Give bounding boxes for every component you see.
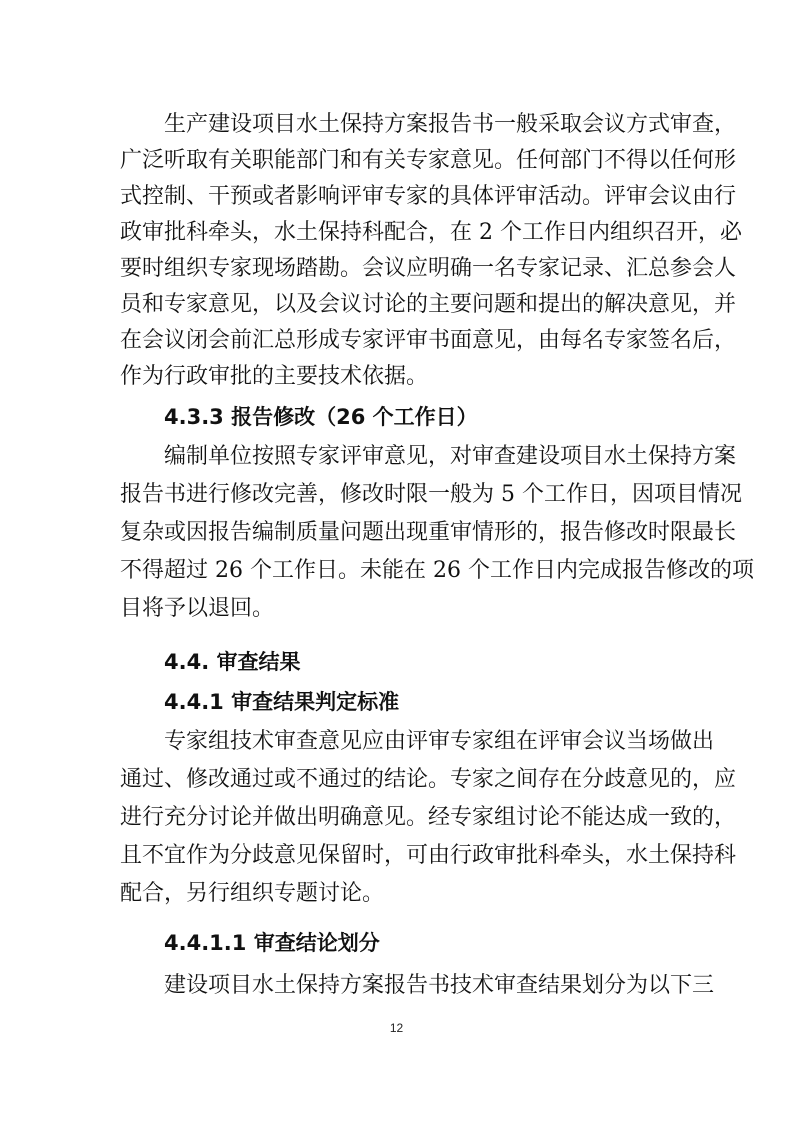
paragraph-line: 建设项目水土保持方案报告书技术审查结果划分为以下三 (164, 973, 715, 998)
paragraph-line: 员和专家意见，以及会议讨论的主要问题和提出的解决意见，并 (120, 292, 737, 317)
paragraph-line: 通过、修改通过或不通过的结论。专家之间存在分歧意见的，应 (120, 767, 737, 792)
paragraph-line: 广泛听取有关职能部门和有关专家意见。任何部门不得以任何形 (120, 148, 737, 173)
section-heading-4-4-1: 4.4.1 审查结果判定标准 (164, 690, 400, 714)
paragraph-line: 且不宜作为分歧意见保留时，可由行政审批科牵头，水土保持科 (120, 843, 737, 868)
paragraph-line: 作为行政审批的主要技术依据。 (120, 364, 429, 389)
paragraph-line: 配合，另行组织专题讨论。 (120, 881, 385, 906)
paragraph-line: 在会议闭会前汇总形成专家评审书面意见，由每名专家签名后， (120, 328, 737, 353)
page-number: 12 (389, 1021, 404, 1035)
paragraph-line: 生产建设项目水土保持方案报告书一般采取会议方式审查， (164, 112, 737, 137)
section-heading-4-3-3: 4.3.3 报告修改（26 个工作日） (164, 405, 478, 429)
paragraph-line: 专家组技术审查意见应由评审专家组在评审会议当场做出 (164, 729, 715, 754)
paragraph-line: 政审批科牵头，水土保持科配合，在 2 个工作日内组织召开，必 (120, 220, 742, 245)
paragraph-line: 复杂或因报告编制质量问题出现重审情形的，报告修改时限最长 (120, 520, 737, 545)
paragraph-line: 目将予以退回。 (120, 596, 275, 621)
section-heading-4-4-1-1: 4.4.1.1 审查结论划分 (164, 931, 380, 955)
paragraph-line: 要时组织专家现场踏勘。会议应明确一名专家记录、汇总参会人 (120, 256, 737, 281)
section-heading-4-4: 4.4. 审查结果 (164, 650, 301, 674)
paragraph-line: 编制单位按照专家评审意见，对审查建设项目水土保持方案 (164, 444, 737, 469)
paragraph-line: 式控制、干预或者影响评审专家的具体评审活动。评审会议由行 (120, 184, 737, 209)
paragraph-line: 报告书进行修改完善，修改时限一般为 5 个工作日，因项目情况 (120, 482, 742, 507)
paragraph-line: 进行充分讨论并做出明确意见。经专家组讨论不能达成一致的， (120, 805, 737, 830)
paragraph-line: 不得超过 26 个工作日。未能在 26 个工作日内完成报告修改的项 (120, 558, 754, 583)
